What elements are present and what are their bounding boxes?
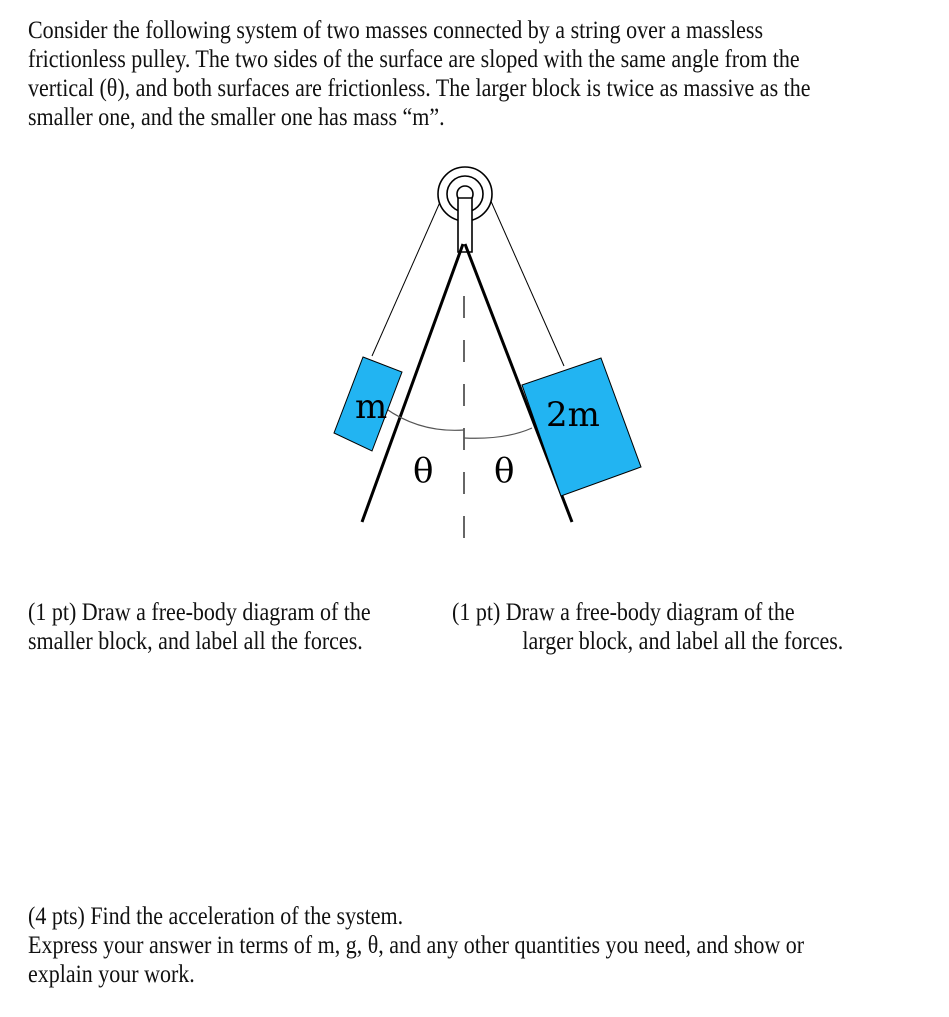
right-angle-label: θ xyxy=(494,451,515,491)
string-right xyxy=(486,190,564,366)
problem-statement-line-1: Consider the following system of two masses connected by a string over a massless xyxy=(28,17,764,44)
question-1 xyxy=(28,598,371,656)
problem-statement-line-2: frictionless pulley. The two sides of the surface are sloped with the same angle from the xyxy=(28,46,800,73)
small-block-label: m xyxy=(355,387,388,427)
right-angle-arc xyxy=(464,428,532,438)
question-3-line-2: Express your answer in terms of m, g, θ, and any other quantities you need, and show or xyxy=(28,932,805,959)
problem-statement-line-4: smaller one, and the smaller one has mass “m”. xyxy=(28,104,445,131)
question-2-line-1: (1 pt) Draw a free-body diagram of the xyxy=(452,599,795,626)
question-2 xyxy=(452,598,843,656)
large-block-label: 2m xyxy=(546,395,600,435)
question-3-line-3: explain your work. xyxy=(28,961,195,988)
question-3-line-1: (4 pts) Find the acceleration of the system. xyxy=(28,903,404,930)
question-3 xyxy=(28,902,804,989)
string-left xyxy=(372,184,448,356)
question-2-line-2: larger block, and label all the forces. xyxy=(522,628,844,655)
question-1-line-2: smaller block, and label all the forces. xyxy=(28,628,363,655)
problem-statement-line-3: vertical (θ), and both surfaces are frictionless. The larger block is twice as massive as the xyxy=(28,75,811,102)
pulley-mount xyxy=(458,198,472,252)
question-1-line-1: (1 pt) Draw a free-body diagram of the xyxy=(28,599,371,626)
left-angle-label: θ xyxy=(413,451,434,491)
